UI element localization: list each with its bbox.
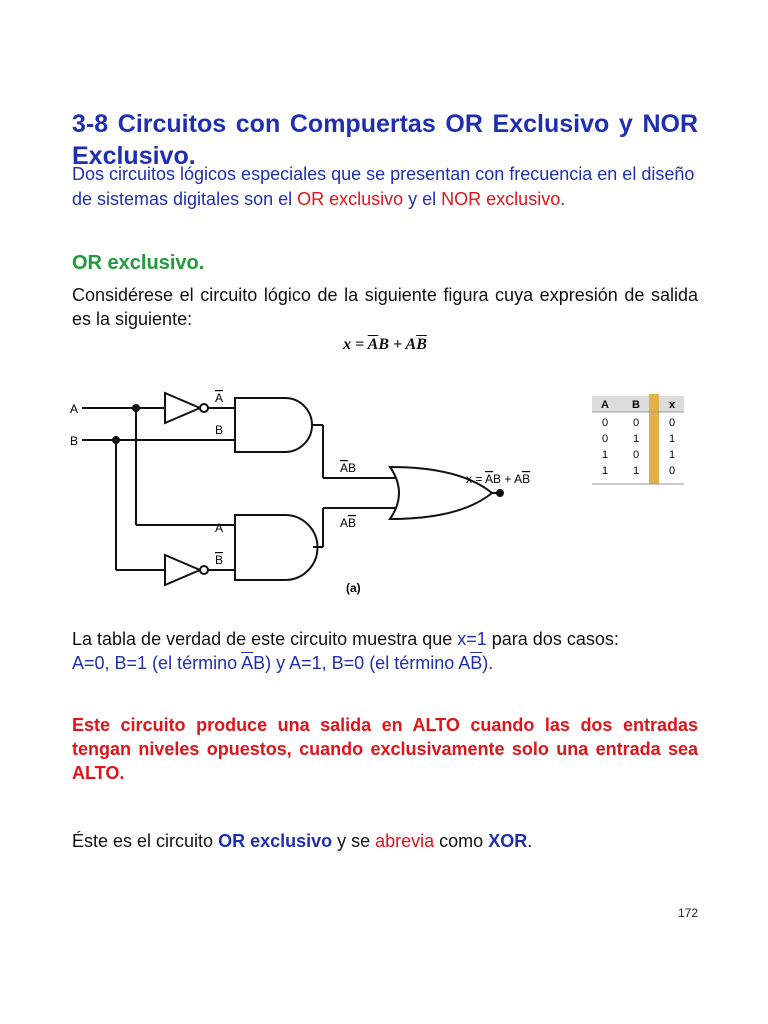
truth-table-cell: 1: [668, 449, 676, 461]
formula-term2-b-bar: $\overline{B}$: [416, 336, 427, 353]
intro-text-2: y el: [403, 189, 442, 209]
p2-cases: [72, 653, 493, 673]
section-heading: OR exclusivo.: [72, 252, 205, 274]
paragraph-3: [72, 829, 698, 853]
truth-table-cell: 0: [601, 433, 609, 445]
label-out-a2: A: [514, 472, 523, 486]
intro-text-1: Dos circuitos lógicos especiales que se presentan con frecuencia en el diseño de sistemas digitales son el: [72, 164, 695, 209]
label-and1-out-b: B: [348, 461, 357, 475]
bold-statement: Este circuito produce una salida en ALTO cuando las dos entradas tengan niveles opuestos, cuando exclusivamente solo una entrada sea ALTO.: [72, 715, 698, 783]
label-input-a: A: [70, 402, 79, 416]
intro-or-exclusivo: OR exclusivo: [297, 189, 404, 209]
truth-table: [592, 394, 688, 486]
label-and2-out: [340, 516, 356, 530]
label-out-x: x =: [466, 472, 486, 486]
truth-table-divider: [649, 394, 659, 484]
page-title: 3-8 Circuitos con Compuertas OR Exclusivo y NOR Exclusivo.: [72, 110, 698, 170]
intro-paragraph: [72, 162, 698, 212]
label-and1-out: [340, 461, 356, 475]
truth-table-header-b: B: [632, 399, 640, 411]
label-out-b2-bar: B: [522, 472, 531, 486]
page-number: 172: [677, 906, 698, 920]
label-and2-out-b-bar: B: [348, 516, 357, 530]
p3-text-3: como: [434, 831, 489, 851]
p2-case1-a-bar: $\overline{A}$: [241, 653, 254, 673]
truth-table-cell: 1: [601, 449, 609, 461]
formula-term1-b: B: [378, 336, 389, 353]
figure-caption: (a): [346, 581, 361, 595]
truth-table-header-a: A: [601, 399, 609, 411]
p2-case1-b: B: [253, 653, 266, 673]
label-lower-gate-a: A: [215, 521, 224, 535]
label-out-b1: B: [493, 472, 502, 486]
p2-x-equals-1: x=1: [457, 629, 487, 649]
truth-table-cell: 0: [632, 449, 640, 461]
label-out-plus: +: [501, 472, 515, 486]
p3-text-2: y se: [332, 831, 376, 851]
paragraph-1: Considérese el circuito lógico de la siguiente figura cuya expresión de salida es la siguiente:: [72, 285, 698, 329]
label-and2-out-a: A: [340, 516, 349, 530]
p2-case-end: ).: [482, 653, 494, 673]
label-output-expression: [466, 472, 530, 486]
formula-term1-a-bar: $\overline{A}$: [367, 336, 379, 353]
formula-plus: +: [389, 336, 406, 353]
label-upper-gate-a-bar: A: [215, 391, 224, 405]
p3-text-4: .: [527, 831, 533, 851]
junction-b: [112, 436, 120, 444]
p2-case2-text: ) y A=1, B=0 (el término: [265, 653, 459, 673]
label-out-a1-bar: A: [485, 472, 494, 486]
formula-term2-a: A: [405, 336, 417, 353]
label-lower-gate-b-bar: B: [215, 553, 224, 567]
formula-x: x =: [343, 336, 368, 353]
junction-a: [132, 404, 140, 412]
p3-abrevia: abrevia: [375, 831, 435, 851]
paragraph-2: [72, 627, 698, 675]
p2-case2-a: A: [458, 653, 471, 673]
truth-table-cell: 1: [668, 433, 676, 445]
formula: [300, 336, 470, 354]
p2-text-2: para dos casos:: [486, 629, 619, 649]
truth-table-cell: 0: [668, 465, 676, 477]
p2-case1-text: A=0, B=1 (el término: [72, 653, 242, 673]
p3-xor: XOR: [488, 831, 528, 851]
truth-table-cell: 0: [632, 417, 640, 429]
xor-circuit-diagram: [60, 370, 560, 600]
p3-or-exclusivo: OR exclusivo: [218, 831, 333, 851]
p3-text-1: Éste es el circuito: [72, 831, 219, 851]
label-input-b: B: [70, 434, 79, 448]
truth-table-cell: 1: [601, 465, 609, 477]
truth-table-cell: 1: [632, 433, 640, 445]
truth-table-cell: 1: [632, 465, 640, 477]
output-terminal: [496, 489, 504, 497]
label-upper-gate-b: B: [215, 423, 224, 437]
p2-text-1: La tabla de verdad de este circuito muestra que: [72, 629, 458, 649]
truth-table-header-x: x: [668, 399, 676, 411]
label-and1-out-a-bar: A: [340, 461, 349, 475]
truth-table-cell: 0: [668, 417, 676, 429]
p2-case2-b-bar: $\overline{B}$: [470, 653, 483, 673]
intro-nor-exclusivo: NOR exclusivo: [441, 189, 561, 209]
truth-table-cell: 0: [601, 417, 609, 429]
intro-text-3: .: [560, 189, 566, 209]
